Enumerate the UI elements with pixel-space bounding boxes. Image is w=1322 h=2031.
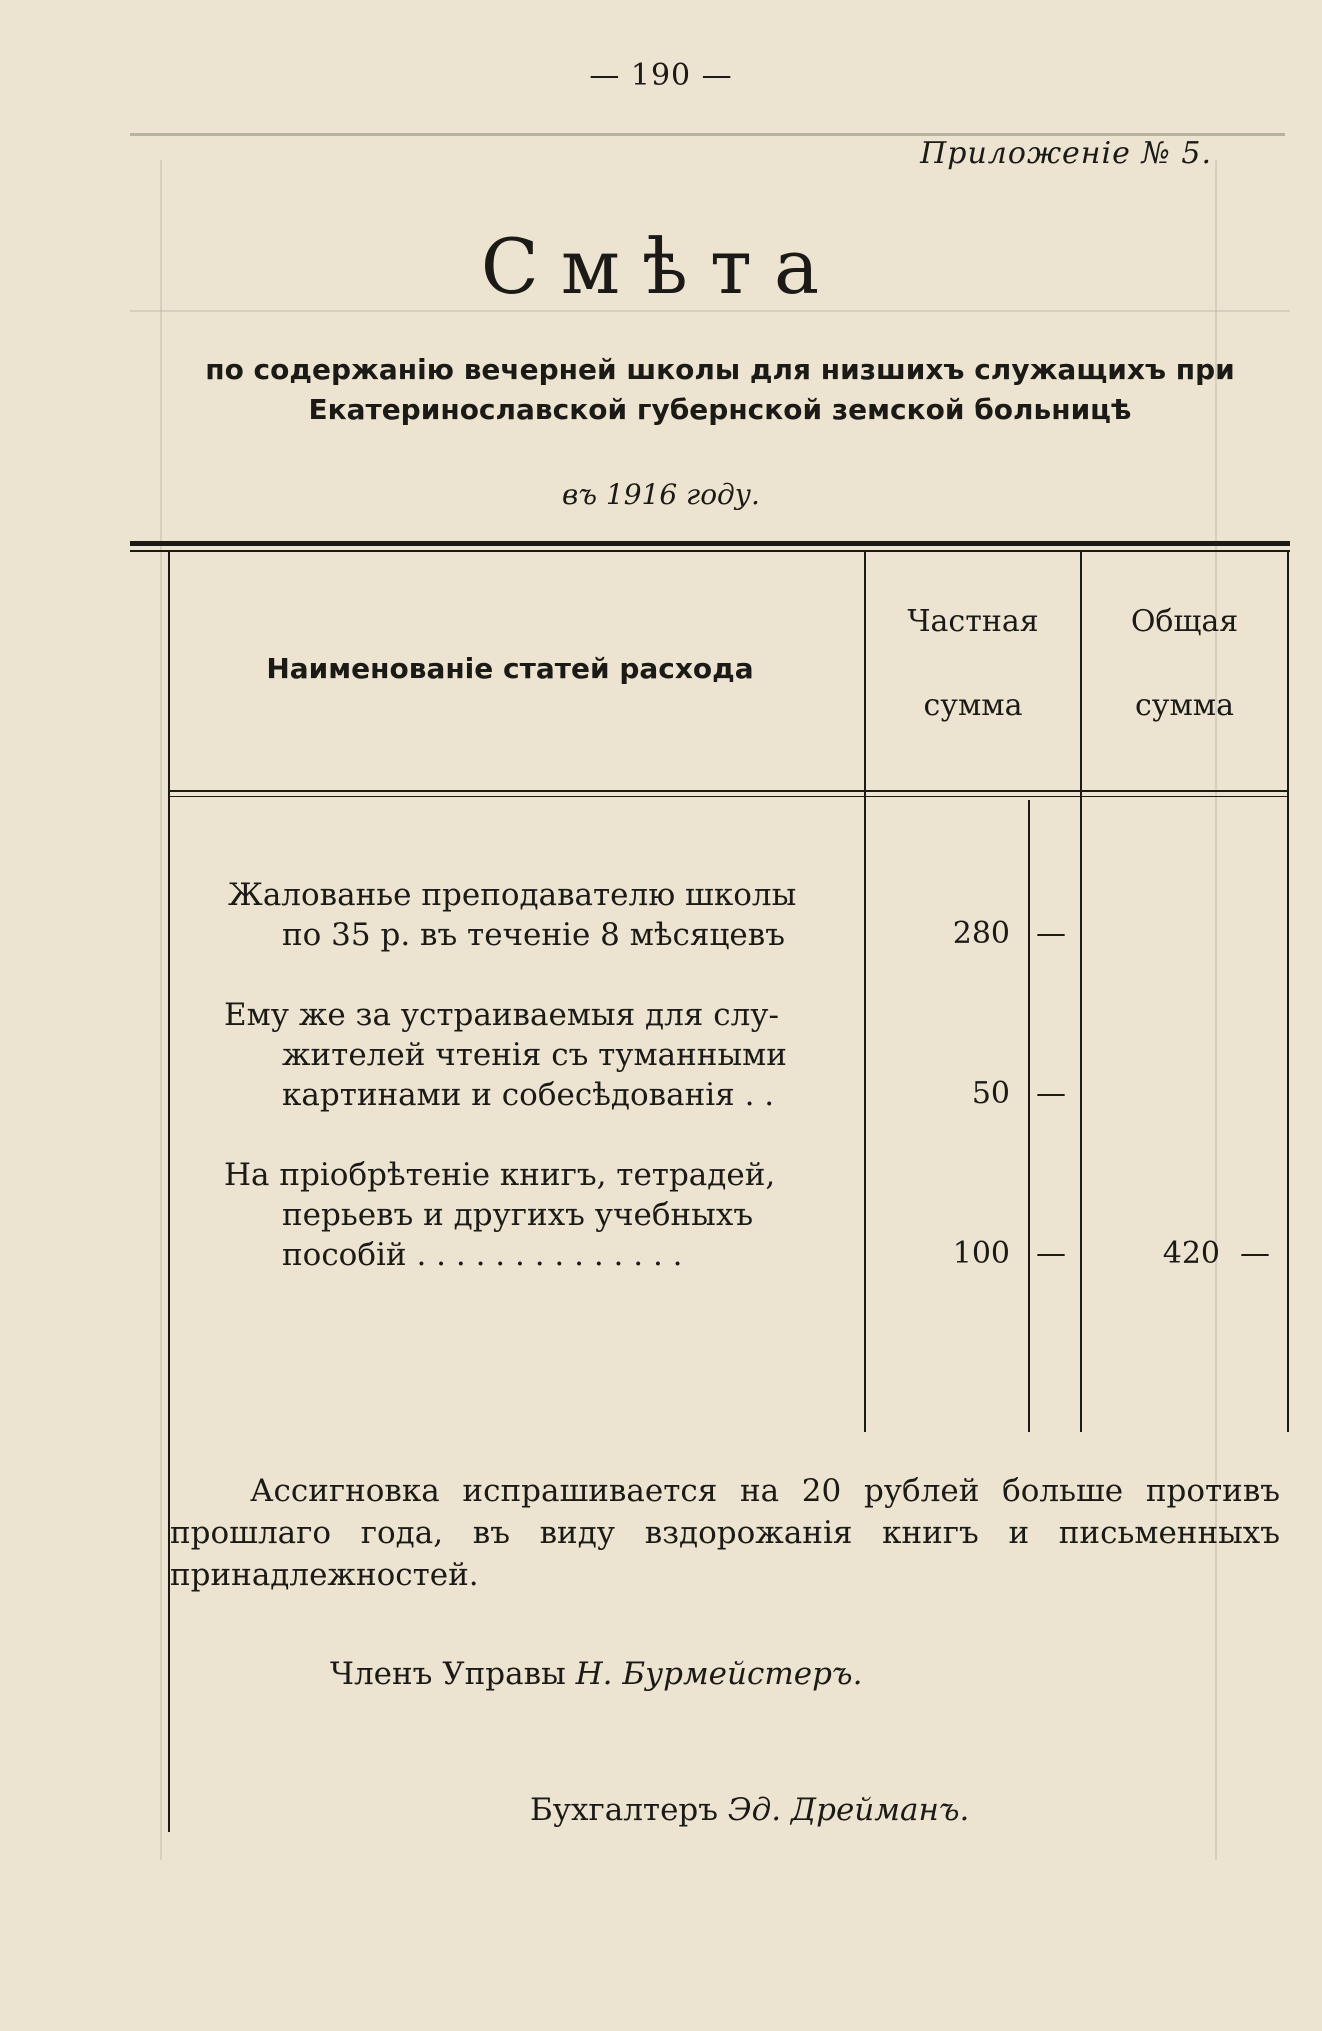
appendix-label: Приложеніе № 5.	[920, 136, 1212, 171]
member-name: Н. Бурмейстеръ.	[575, 1656, 863, 1692]
row-amount: 50	[971, 1076, 1010, 1111]
table-row-label: картинами и собесѣдованія . .	[282, 1077, 775, 1113]
page-number: — 190 —	[589, 58, 733, 93]
table-right-border	[1287, 552, 1289, 1432]
table-row-label: Ему же за устраиваемыя для слу-	[224, 997, 779, 1033]
accountant-signature	[530, 1792, 969, 1828]
document-title: Смѣта	[480, 222, 842, 311]
column-header-name: Наименованіе статей расхода	[266, 652, 754, 685]
column-header-total: Общая	[1130, 604, 1239, 639]
table-row-label: пособій . . . . . . . . . . . . . .	[282, 1237, 683, 1273]
column-header-total: сумма	[1134, 688, 1234, 723]
row-kop: —	[1036, 916, 1066, 951]
column-header-partial: Частная	[907, 604, 1039, 639]
total-amount: 420	[1162, 1236, 1220, 1271]
row-kop: —	[1036, 1076, 1066, 1111]
assignment-note: Ассигновка испрашивается на 20 рублей больше противъ прошлаго года, въ виду вздорожанія книгъ и письменныхъ принадлежностей.	[170, 1473, 1280, 1593]
table-row-label: Жалованье преподавателю школы	[228, 877, 797, 913]
table-row-label: жителей чтенія съ туманными	[282, 1037, 787, 1073]
member-signature	[330, 1656, 862, 1692]
accountant-role: Бухгалтеръ	[530, 1792, 718, 1828]
document-year: въ 1916 году.	[562, 478, 760, 511]
table-top-rule-thin	[130, 550, 1290, 552]
row-amount: 280	[952, 916, 1010, 951]
row-amount: 100	[952, 1236, 1010, 1271]
accountant-name: Эд. Дрейманъ.	[727, 1792, 970, 1828]
header-bottom-rule-thin	[168, 796, 1288, 797]
column-header-partial: сумма	[923, 688, 1023, 723]
table-top-rule	[130, 541, 1290, 546]
table-row-label: по 35 р. въ теченіе 8 мѣсяцевъ	[282, 917, 785, 953]
header-bottom-rule	[168, 790, 1288, 792]
total-kop: —	[1240, 1236, 1270, 1271]
member-role: Членъ Управы	[330, 1656, 566, 1692]
column-divider	[864, 552, 866, 1432]
kop-divider	[1028, 800, 1030, 1432]
table-left-border	[168, 552, 170, 1832]
document-subtitle: по содержанію вечерней школы для низшихъ служащихъ при Екатеринославской губернской земской больницѣ	[205, 353, 1235, 426]
table-row-label: На пріобрѣтеніе книгъ, тетрадей,	[224, 1157, 776, 1193]
column-divider	[1080, 552, 1082, 1432]
row-kop: —	[1036, 1236, 1066, 1271]
table-row-label: перьевъ и другихъ учебныхъ	[282, 1197, 754, 1233]
